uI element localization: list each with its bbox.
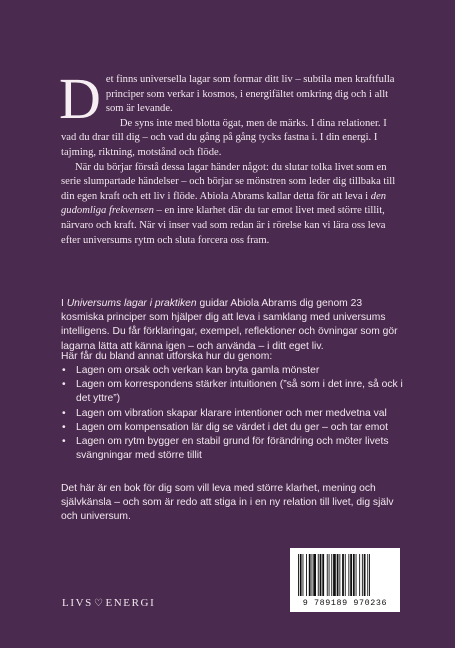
barcode-bar [353,554,355,596]
publisher-logo: LIVS ♡ ENERGI [62,597,156,609]
heart-icon: ♡ [93,597,105,609]
isbn-number: 9 789189 970236 [302,598,388,608]
list-item: • Lagen om orsak och verkan kan bryta gamla mönster [61,364,406,378]
barcode-bar [362,554,363,596]
intro-paragraph-2: De syns inte med blotta ögat, men de märks. I dina relationer. I vad du drar till dig – och vad du gång på gång tycks fastna i. I din energi. I tajming, riktning, motstånd och flöde. [61,117,387,158]
closing-paragraph: Det här är en bok för dig som vill leva med större klarhet, mening och självkänsla – och som är redo att stiga in i en ny relation till livet, dig själv och universum. [61,483,394,523]
barcode-bar [327,554,328,596]
intro-paragraph-3: När du börjar förstå dessa lagar händer något: du slutar tolka livet som en serie slumpartade händelser – och börjar se mönstren som leder dig tillbaka till din egen kraft och ett liv i flöde. Abiola Abrams kallar detta för att leva i den gudomliga frekvensen – en inre klarhet där du tar emot livet med större tillit, närvaro och kraft. När vi inser vad som redan är i rörelse kan vi lära oss leva efter universums rytm och sluta forcera oss fram. [61,161,396,246]
law-list [61,364,406,463]
barcode [290,548,400,612]
book-title-italic: Universums lagar i praktiken [66,298,197,309]
barcode-bar [348,554,349,596]
barcode-bar [309,554,311,596]
barcode-bar [318,554,319,596]
barcode-bar [359,554,360,596]
description-paragraph: I Universums lagar i praktiken guidar Abiola Abrams dig genom 23 kosmiska principer som hjälper dig att leva i samklang med universums intelligens. Du får förklaringar, exempel, reflektioner och övningar som gör lagarna lätta att känna igen – och använda – i ditt eget liv. [61,298,398,352]
barcode-bar [339,554,340,596]
barcode-bar [329,554,330,596]
list-item: • Lagen om korrespondens stärker intuitionen (”så som i det inre, så ock i det yttre”) [61,378,406,406]
barcode-bar [322,554,324,596]
barcode-bar [303,554,304,596]
barcode-bar [369,554,370,596]
barcode-bar [333,554,336,596]
barcode-bar [356,554,357,596]
drop-cap: D [59,66,101,131]
barcode-bar [331,554,332,596]
barcode-bar [306,554,307,596]
barcode-bar [320,554,322,596]
list-item: • Lagen om vibration skapar klarare intentioner och mer medvetna val [61,407,406,421]
barcode-bar [337,554,339,596]
list-item: • Lagen om rytm bygger en stabil grund för förändring och möter livets svängningar med större tillit [61,435,406,463]
barcode-bars [296,554,394,596]
italic-phrase: den gudomliga frekvensen [61,190,387,217]
barcode-bar [342,554,344,596]
barcode-bar [367,554,368,596]
list-item: • Lagen om kompensation lär dig se värdet i det du ger – och tar emot [61,421,406,435]
list-intro: Här får du bland annat utforska hur du genom: [61,351,273,362]
barcode-bar [350,554,352,596]
barcode-bar [364,554,366,596]
barcode-bar [300,554,302,596]
barcode-bar [345,554,346,596]
barcode-bar [298,554,299,596]
intro-text [59,66,401,248]
barcode-bar [312,554,313,596]
intro-paragraph-1: et finns universella lagar som formar ditt liv – subtila men kraftfulla principer som verkar i kosmos, i energifältet omkring dig och i allt som är levande. [105,74,395,115]
barcode-bar [313,554,316,596]
